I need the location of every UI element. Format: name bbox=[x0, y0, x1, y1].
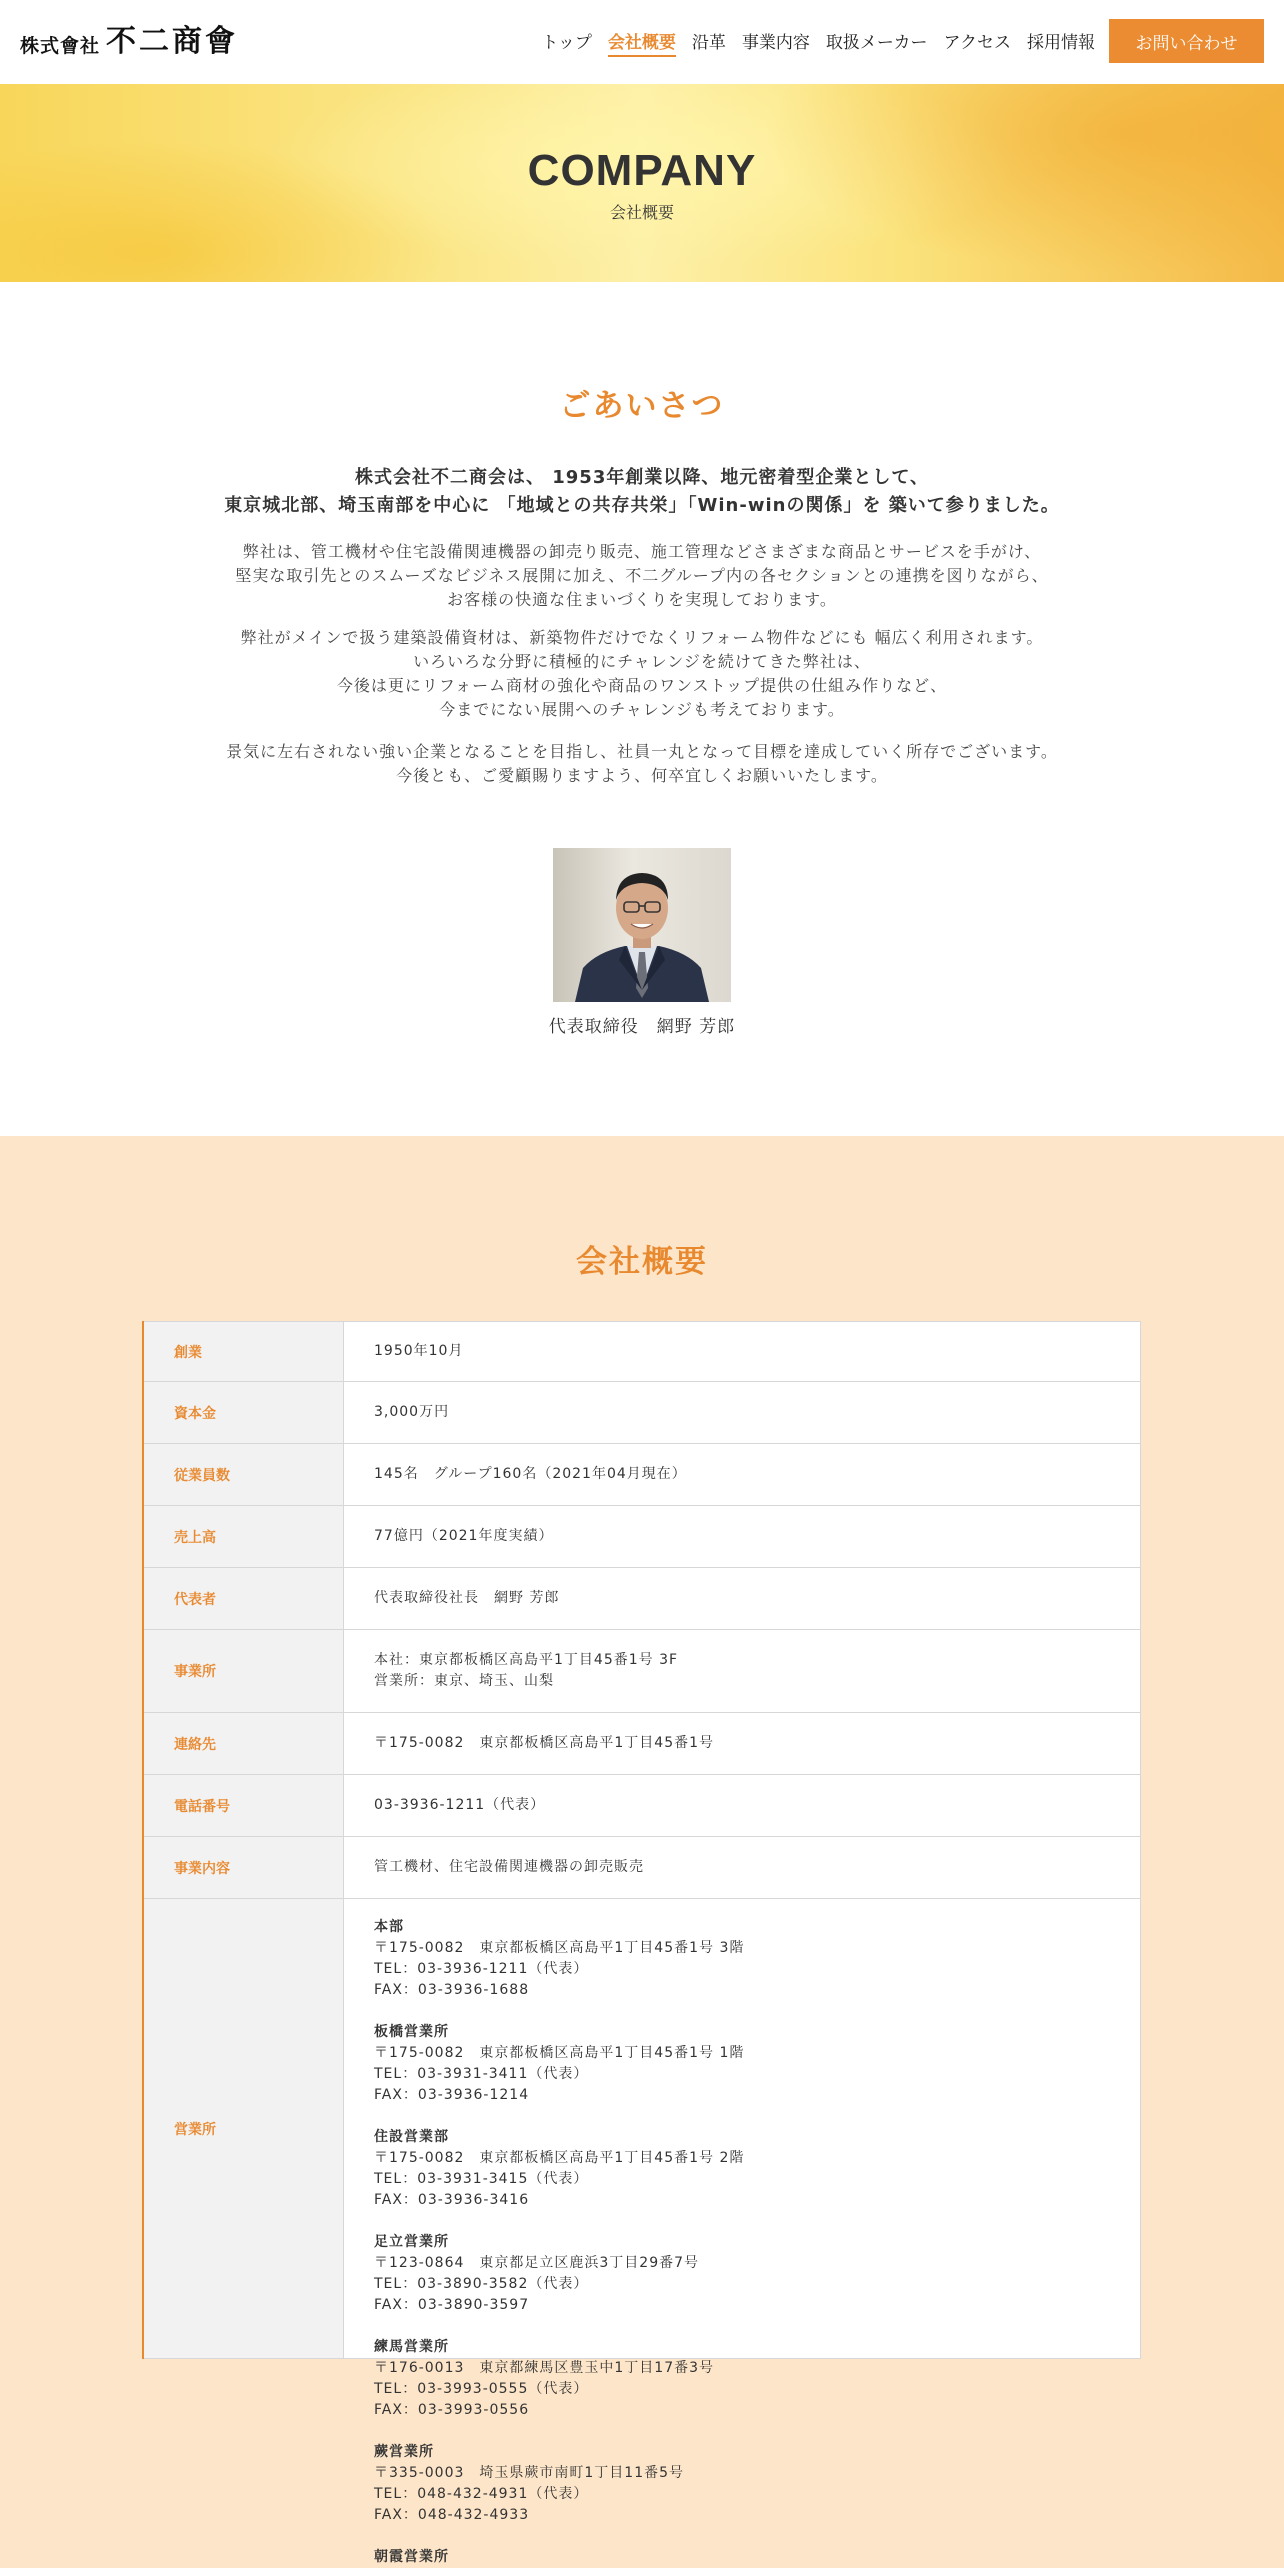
paragraph-line: 弊社は、管工機材や住宅設備関連機器の卸売り販売、施工管理などさまざまな商品とサービスを手がけ、 bbox=[242, 542, 1042, 561]
paragraph-line: 今後は更にリフォーム商材の強化や商品のワンストップ提供の仕組み作りなど、 bbox=[336, 676, 948, 695]
table-row bbox=[144, 1630, 1141, 1713]
row-value bbox=[344, 1630, 1140, 1712]
office-address: 〒123-0864 東京都足立区鹿浜3丁目29番7号 bbox=[374, 2255, 700, 2271]
office-entry bbox=[374, 2547, 1140, 2568]
office-name: 住設営業部 bbox=[374, 2129, 449, 2145]
office-tel: TEL：03-3890-3582（代表） bbox=[374, 2276, 589, 2292]
office-fax: FAX：03-3936-1688 bbox=[374, 1982, 530, 1998]
hero-title: COMPANY bbox=[527, 146, 757, 195]
table-row bbox=[144, 1568, 1141, 1630]
nav-access[interactable]: アクセス bbox=[943, 33, 1011, 53]
contact-button[interactable]: お問い合わせ bbox=[1109, 19, 1264, 63]
hero-subtitle: 会社概要 bbox=[609, 203, 674, 222]
nav-history[interactable]: 沿革 bbox=[691, 33, 726, 53]
row-value: 145名 グループ160名（2021年04月現在） bbox=[374, 1466, 687, 1482]
office-fax: FAX：03-3993-0556 bbox=[374, 2402, 530, 2418]
office-tel: TEL：03-3993-0555（代表） bbox=[374, 2381, 589, 2397]
paragraph-line: いろいろな分野に積極的にチャレンジを続けてきた弊社は、 bbox=[413, 652, 871, 671]
row-value: 03-3936-1211（代表） bbox=[374, 1797, 546, 1813]
hero-banner bbox=[0, 84, 1284, 282]
office-name: 練馬営業所 bbox=[374, 2339, 449, 2355]
row-label: 連絡先 bbox=[144, 1713, 344, 1774]
office-name: 蕨営業所 bbox=[374, 2444, 434, 2460]
office-fax: FAX：03-3936-1214 bbox=[374, 2087, 530, 2103]
row-value: 管工機材、住宅設備関連機器の卸売販売 bbox=[374, 1859, 644, 1875]
row-label: 事業内容 bbox=[144, 1837, 344, 1898]
row-value: 3,000万円 bbox=[374, 1404, 450, 1420]
row-label: 従業員数 bbox=[144, 1444, 344, 1505]
office-entry bbox=[374, 1917, 1140, 2001]
offices-list bbox=[344, 1899, 1140, 2565]
row-label: 代表者 bbox=[144, 1568, 344, 1629]
nav-makers[interactable]: 取扱メーカー bbox=[825, 33, 928, 53]
table-row bbox=[144, 1713, 1141, 1775]
paragraph-line: 弊社がメインで扱う建築設備資材は、新築物件だけでなくリフォーム物件などにも 幅広く利用されます。 bbox=[240, 628, 1044, 647]
company-overview-section bbox=[0, 1136, 1284, 2568]
office-tel: TEL：048-432-4931（代表） bbox=[374, 2486, 589, 2502]
row-value: 77億円（2021年度実績） bbox=[374, 1528, 554, 1544]
office-entry bbox=[374, 2232, 1140, 2316]
nav-business[interactable]: 事業内容 bbox=[741, 33, 810, 53]
site-header bbox=[0, 0, 1284, 84]
row-value: 代表取締役社長 網野 芳郎 bbox=[374, 1590, 560, 1606]
table-row bbox=[144, 1321, 1141, 1382]
office-name: 板橋営業所 bbox=[374, 2024, 449, 2040]
office-name: 本部 bbox=[374, 1919, 404, 1935]
row-label: 電話番号 bbox=[144, 1775, 344, 1836]
greeting-lead-line: 東京城北部、埼玉南部を中心に 「地域との共存共栄」「Win-winの関係」を 築いて参りました。 bbox=[224, 495, 1060, 516]
company-info-table bbox=[142, 1321, 1141, 2565]
office-entry bbox=[374, 2337, 1140, 2421]
row-value: 〒175-0082 東京都板橋区高島平1丁目45番1号 bbox=[374, 1735, 715, 1751]
value-line: 営業所：東京、埼玉、山梨 bbox=[374, 1673, 554, 1689]
office-address: 〒176-0013 東京都練馬区豊玉中1丁目17番3号 bbox=[374, 2360, 715, 2376]
office-tel: TEL：03-3931-3411（代表） bbox=[374, 2066, 589, 2082]
paragraph-line: 今までにない展開へのチャレンジも考えております。 bbox=[439, 700, 845, 719]
office-fax: FAX：03-3936-3416 bbox=[374, 2192, 530, 2208]
nav-top[interactable]: トップ bbox=[541, 33, 592, 53]
table-row bbox=[144, 1775, 1141, 1837]
office-tel: TEL：03-3931-3415（代表） bbox=[374, 2171, 589, 2187]
row-label: 事業所 bbox=[144, 1630, 344, 1712]
office-name: 朝霞営業所 bbox=[374, 2549, 449, 2565]
office-address: 〒175-0082 東京都板橋区高島平1丁目45番1号 1階 bbox=[374, 2045, 745, 2061]
row-label: 営業所 bbox=[144, 1899, 344, 2358]
greeting-paragraph-2 bbox=[0, 626, 1284, 722]
office-tel: TEL：03-3936-1211（代表） bbox=[374, 1961, 589, 1977]
overview-heading: 会社概要 bbox=[576, 1244, 708, 1280]
table-row bbox=[144, 1837, 1141, 1899]
greeting-heading: ごあいさつ bbox=[559, 388, 725, 424]
company-logo[interactable] bbox=[20, 24, 238, 60]
greeting-lead bbox=[0, 464, 1284, 520]
office-fax: FAX：048-432-4933 bbox=[374, 2507, 530, 2523]
table-row-offices bbox=[144, 1899, 1141, 2565]
office-address: 〒175-0082 東京都板橋区高島平1丁目45番1号 2階 bbox=[374, 2150, 745, 2166]
ceo-photo bbox=[553, 848, 731, 1002]
ceo-caption: 代表取締役 網野 芳郎 bbox=[548, 1017, 736, 1037]
paragraph-line: お客様の快適な住まいづくりを実現しております。 bbox=[447, 590, 837, 609]
paragraph-line: 堅実な取引先とのスムーズなビジネス展開に加え、不二グループ内の各セクションとの連携を図りながら、 bbox=[235, 566, 1049, 585]
table-row bbox=[144, 1444, 1141, 1506]
row-label: 創業 bbox=[144, 1322, 344, 1381]
nav-recruit[interactable]: 採用情報 bbox=[1027, 33, 1095, 53]
row-value: 1950年10月 bbox=[374, 1343, 464, 1359]
office-entry bbox=[374, 2127, 1140, 2211]
greeting-lead-line: 株式会社不二商会は、 1953年創業以降、地元密着型企業として、 bbox=[354, 467, 929, 488]
main-nav bbox=[525, 19, 1264, 63]
greeting-paragraph-1 bbox=[0, 540, 1284, 612]
office-entry bbox=[374, 2022, 1140, 2106]
row-label: 資本金 bbox=[144, 1382, 344, 1443]
logo-sub-text: 株式會社 bbox=[20, 35, 101, 57]
table-row bbox=[144, 1506, 1141, 1568]
nav-company[interactable]: 会社概要 bbox=[608, 25, 676, 57]
office-address: 〒335-0003 埼玉県蕨市南町1丁目11番5号 bbox=[374, 2465, 685, 2481]
paragraph-line: 景気に左右されない強い企業となることを目指し、社員一丸となって目標を達成していく所存でございます。 bbox=[226, 742, 1058, 761]
table-row bbox=[144, 1382, 1141, 1444]
row-label: 売上高 bbox=[144, 1506, 344, 1567]
value-line: 本社：東京都板橋区高島平1丁目45番1号 3F bbox=[374, 1652, 679, 1668]
office-fax: FAX：03-3890-3597 bbox=[374, 2297, 530, 2313]
logo-main-text: 不二商會 bbox=[106, 24, 239, 59]
office-entry bbox=[374, 2442, 1140, 2526]
greeting-paragraph-3 bbox=[0, 740, 1284, 788]
office-name: 足立営業所 bbox=[374, 2234, 449, 2250]
paragraph-line: 今後とも、ご愛顧賜りますよう、何卒宜しくお願いいたします。 bbox=[396, 766, 888, 785]
office-address: 〒175-0082 東京都板橋区高島平1丁目45番1号 3階 bbox=[374, 1940, 745, 1956]
